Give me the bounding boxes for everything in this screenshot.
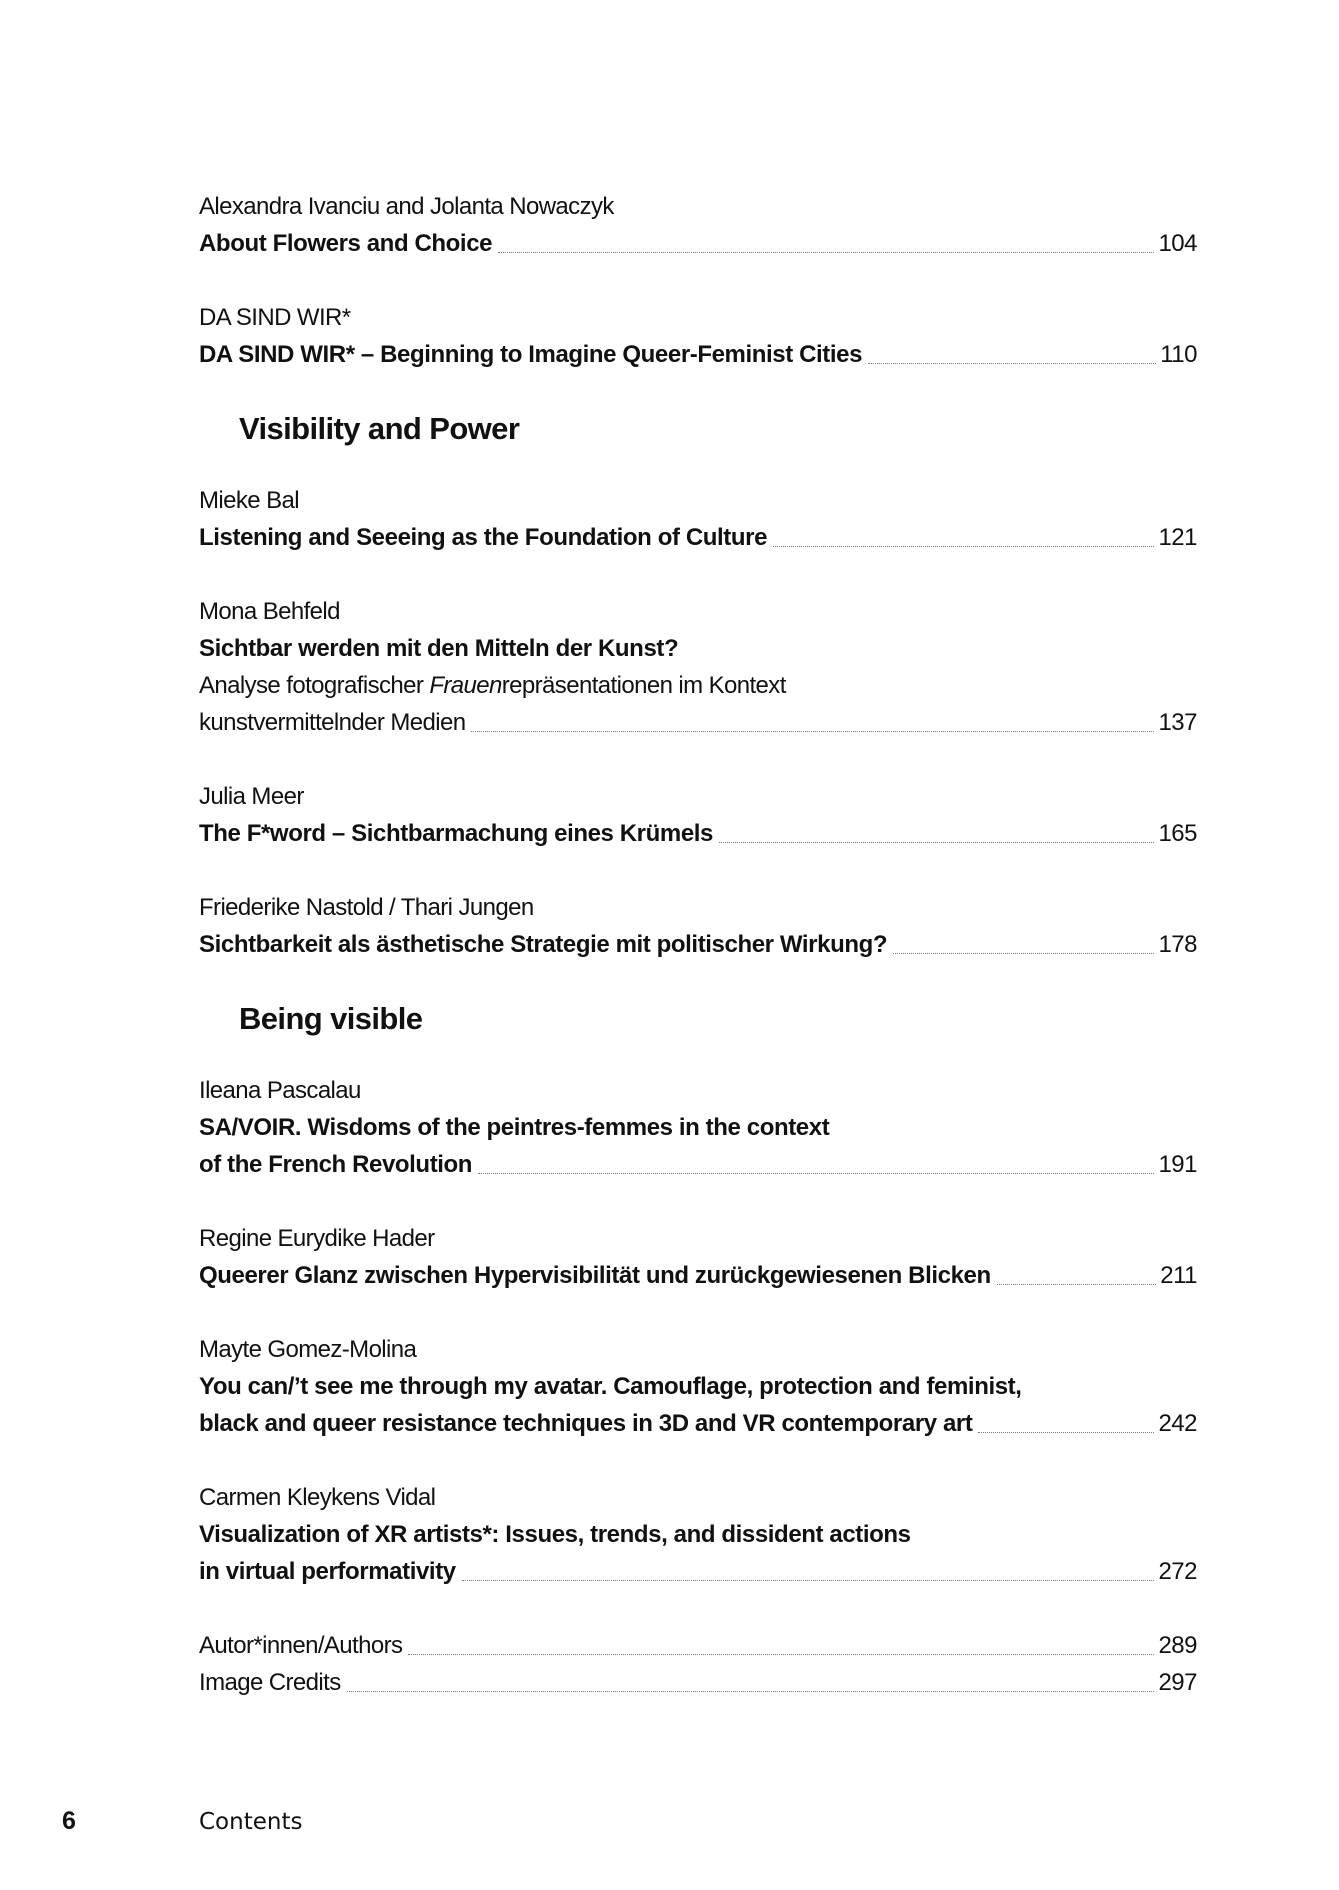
toc-entry xyxy=(199,1627,1197,1701)
toc-entry xyxy=(199,1479,1197,1590)
toc-page-number: 137 xyxy=(1158,709,1197,736)
toc-author: Julia Meer xyxy=(199,783,304,810)
toc-title[interactable]: DA SIND WIR* – Beginning to Imagine Queer-Feminist Cities 110 xyxy=(199,336,1197,373)
leader-dots xyxy=(462,1579,1155,1581)
page-number: 6 xyxy=(62,1807,76,1835)
toc-subtitle: Analyse fotografischer Frauenrepräsentationen im Kontext xyxy=(199,672,786,699)
leader-dots xyxy=(893,952,1154,954)
toc-title[interactable]: black and queer resistance techniques in 3D and VR contemporary art 242 xyxy=(199,1405,1197,1442)
toc-appendix-item[interactable]: Autor*innen/Authors 289 xyxy=(199,1627,1197,1664)
toc-author: Friederike Nastold / Thari Jungen xyxy=(199,894,534,921)
toc-title[interactable]: Visualization of XR artists*: Issues, trends, and dissident actions xyxy=(199,1521,911,1548)
toc-author: Alexandra Ivanciu and Jolanta Nowaczyk xyxy=(199,193,614,220)
toc-author: Mieke Bal xyxy=(199,487,299,514)
leader-dots xyxy=(978,1431,1154,1433)
toc-author: DA SIND WIR* xyxy=(199,304,351,331)
toc-entry xyxy=(199,1072,1197,1183)
running-footer: Contents xyxy=(199,1809,303,1835)
section-heading: Being visible xyxy=(239,1001,423,1036)
toc-entry xyxy=(199,778,1197,852)
toc-page-number: 191 xyxy=(1158,1151,1197,1178)
toc-page-number: 289 xyxy=(1158,1632,1197,1659)
leader-dots xyxy=(498,251,1154,253)
toc-entry xyxy=(199,1220,1197,1294)
toc-title[interactable]: Sichtbar werden mit den Mitteln der Kunst? xyxy=(199,635,679,662)
toc-author: Carmen Kleykens Vidal xyxy=(199,1484,436,1511)
toc-entry xyxy=(199,188,1197,262)
toc-author: Regine Eurydike Hader xyxy=(199,1225,435,1252)
toc-page-number: 110 xyxy=(1160,341,1197,368)
toc-title[interactable]: of the French Revolution 191 xyxy=(199,1146,1197,1183)
table-of-contents xyxy=(199,188,1197,1701)
toc-page-number: 178 xyxy=(1158,931,1197,958)
section-heading: Visibility and Power xyxy=(239,411,520,446)
toc-entry xyxy=(199,482,1197,556)
leader-dots xyxy=(719,841,1154,843)
toc-title[interactable]: Queerer Glanz zwischen Hypervisibilität und zurückgewiesenen Blicken 211 xyxy=(199,1257,1197,1294)
leader-dots xyxy=(868,362,1156,364)
toc-title[interactable]: The F*word – Sichtbarmachung eines Krümels 165 xyxy=(199,815,1197,852)
toc-title[interactable]: SA/VOIR. Wisdoms of the peintres-femmes in the context xyxy=(199,1114,830,1141)
toc-entry xyxy=(199,593,1197,741)
toc-entry xyxy=(199,299,1197,373)
toc-title[interactable]: You can/’t see me through my avatar. Camouflage, protection and feminist, xyxy=(199,1373,1022,1400)
toc-title[interactable]: Listening and Seeeing as the Foundation of Culture 121 xyxy=(199,519,1197,556)
toc-subtitle: kunstvermittelnder Medien 137 xyxy=(199,704,1197,741)
toc-page-number: 211 xyxy=(1160,1262,1197,1289)
toc-title[interactable]: in virtual performativity 272 xyxy=(199,1553,1197,1590)
leader-dots xyxy=(997,1283,1157,1285)
leader-dots xyxy=(347,1690,1155,1692)
toc-page-number: 165 xyxy=(1158,820,1197,847)
toc-title[interactable]: Sichtbarkeit als ästhetische Strategie mit politischer Wirkung? 178 xyxy=(199,926,1197,963)
toc-entry xyxy=(199,889,1197,963)
toc-title[interactable]: About Flowers and Choice 104 xyxy=(199,225,1197,262)
toc-page-number: 104 xyxy=(1158,230,1197,257)
leader-dots xyxy=(773,545,1154,547)
leader-dots xyxy=(478,1172,1154,1174)
toc-author: Mona Behfeld xyxy=(199,598,340,625)
toc-page-number: 242 xyxy=(1158,1410,1197,1437)
toc-page-number: 272 xyxy=(1158,1558,1197,1585)
toc-page-number: 121 xyxy=(1158,524,1197,551)
leader-dots xyxy=(408,1653,1154,1655)
toc-appendix-item[interactable]: Image Credits 297 xyxy=(199,1664,1197,1701)
leader-dots xyxy=(471,730,1154,732)
toc-author: Mayte Gomez-Molina xyxy=(199,1336,417,1363)
toc-page-number: 297 xyxy=(1158,1669,1197,1696)
toc-entry xyxy=(199,1331,1197,1442)
toc-author: Ileana Pascalau xyxy=(199,1077,361,1104)
